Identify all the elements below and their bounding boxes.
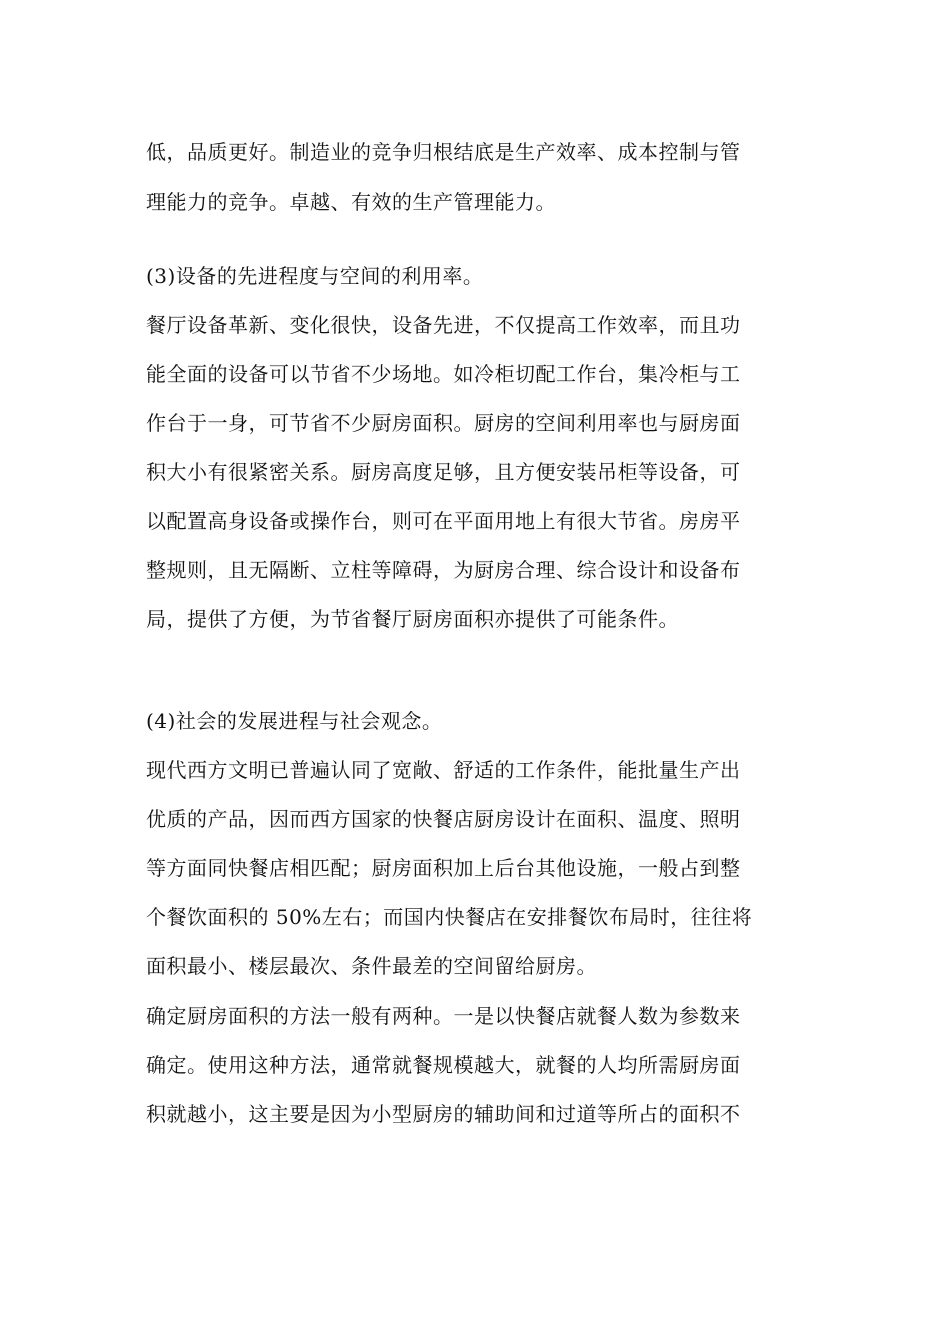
section-heading-4: (4)社会的发展进程与社会观念。 — [146, 709, 443, 733]
text-line: 等方面同快餐店相匹配；厨房面积加上后台其他设施，一般占到整 — [146, 856, 741, 880]
text-line: 积就越小，这主要是因为小型厨房的辅助间和过道等所占的面积不 — [146, 1102, 741, 1126]
text-line: 餐厅设备革新、变化很快，设备先进，不仅提高工作效率，而且功 — [146, 313, 741, 337]
text-line: 确定厨房面积的方法一般有两种。一是以快餐店就餐人数为参数来 — [146, 1004, 741, 1028]
text-line: 低，品质更好。制造业的竞争归根结底是生产效率、成本控制与管 — [146, 140, 741, 164]
text-line: 确定。使用这种方法，通常就餐规模越大，就餐的人均所需厨房面 — [146, 1053, 741, 1077]
text-line: 理能力的竞争。卓越、有效的生产管理能力。 — [146, 190, 556, 214]
text-line: 优质的产品，因而西方国家的快餐店厨房设计在面积、温度、照明 — [146, 807, 741, 831]
text-line: 局，提供了方便，为节省餐厅厨房面积亦提供了可能条件。 — [146, 607, 679, 631]
text-line: 作台于一身，可节省不少厨房面积。厨房的空间利用率也与厨房面 — [146, 411, 741, 435]
text-line: 积大小有很紧密关系。厨房高度足够，且方便安装吊柜等设备，可 — [146, 460, 741, 484]
text-line: 现代西方文明已普遍认同了宽敞、舒适的工作条件，能批量生产出 — [146, 758, 741, 782]
text-line: 能全面的设备可以节省不少场地。如冷柜切配工作台，集冷柜与工 — [146, 362, 741, 386]
text-line: 面积最小、楼层最次、条件最差的空间留给厨房。 — [146, 954, 597, 978]
text-line: 个餐饮面积的 50%左右；而国内快餐店在安排餐饮布局时，往往将 — [146, 905, 753, 929]
text-line: 以配置高身设备或操作台，则可在平面用地上有很大节省。房房平 — [146, 509, 741, 533]
section-heading-3: (3)设备的先进程度与空间的利用率。 — [146, 264, 484, 288]
text-line: 整规则，且无隔断、立柱等障碍，为厨房合理、综合设计和设备布 — [146, 558, 741, 582]
